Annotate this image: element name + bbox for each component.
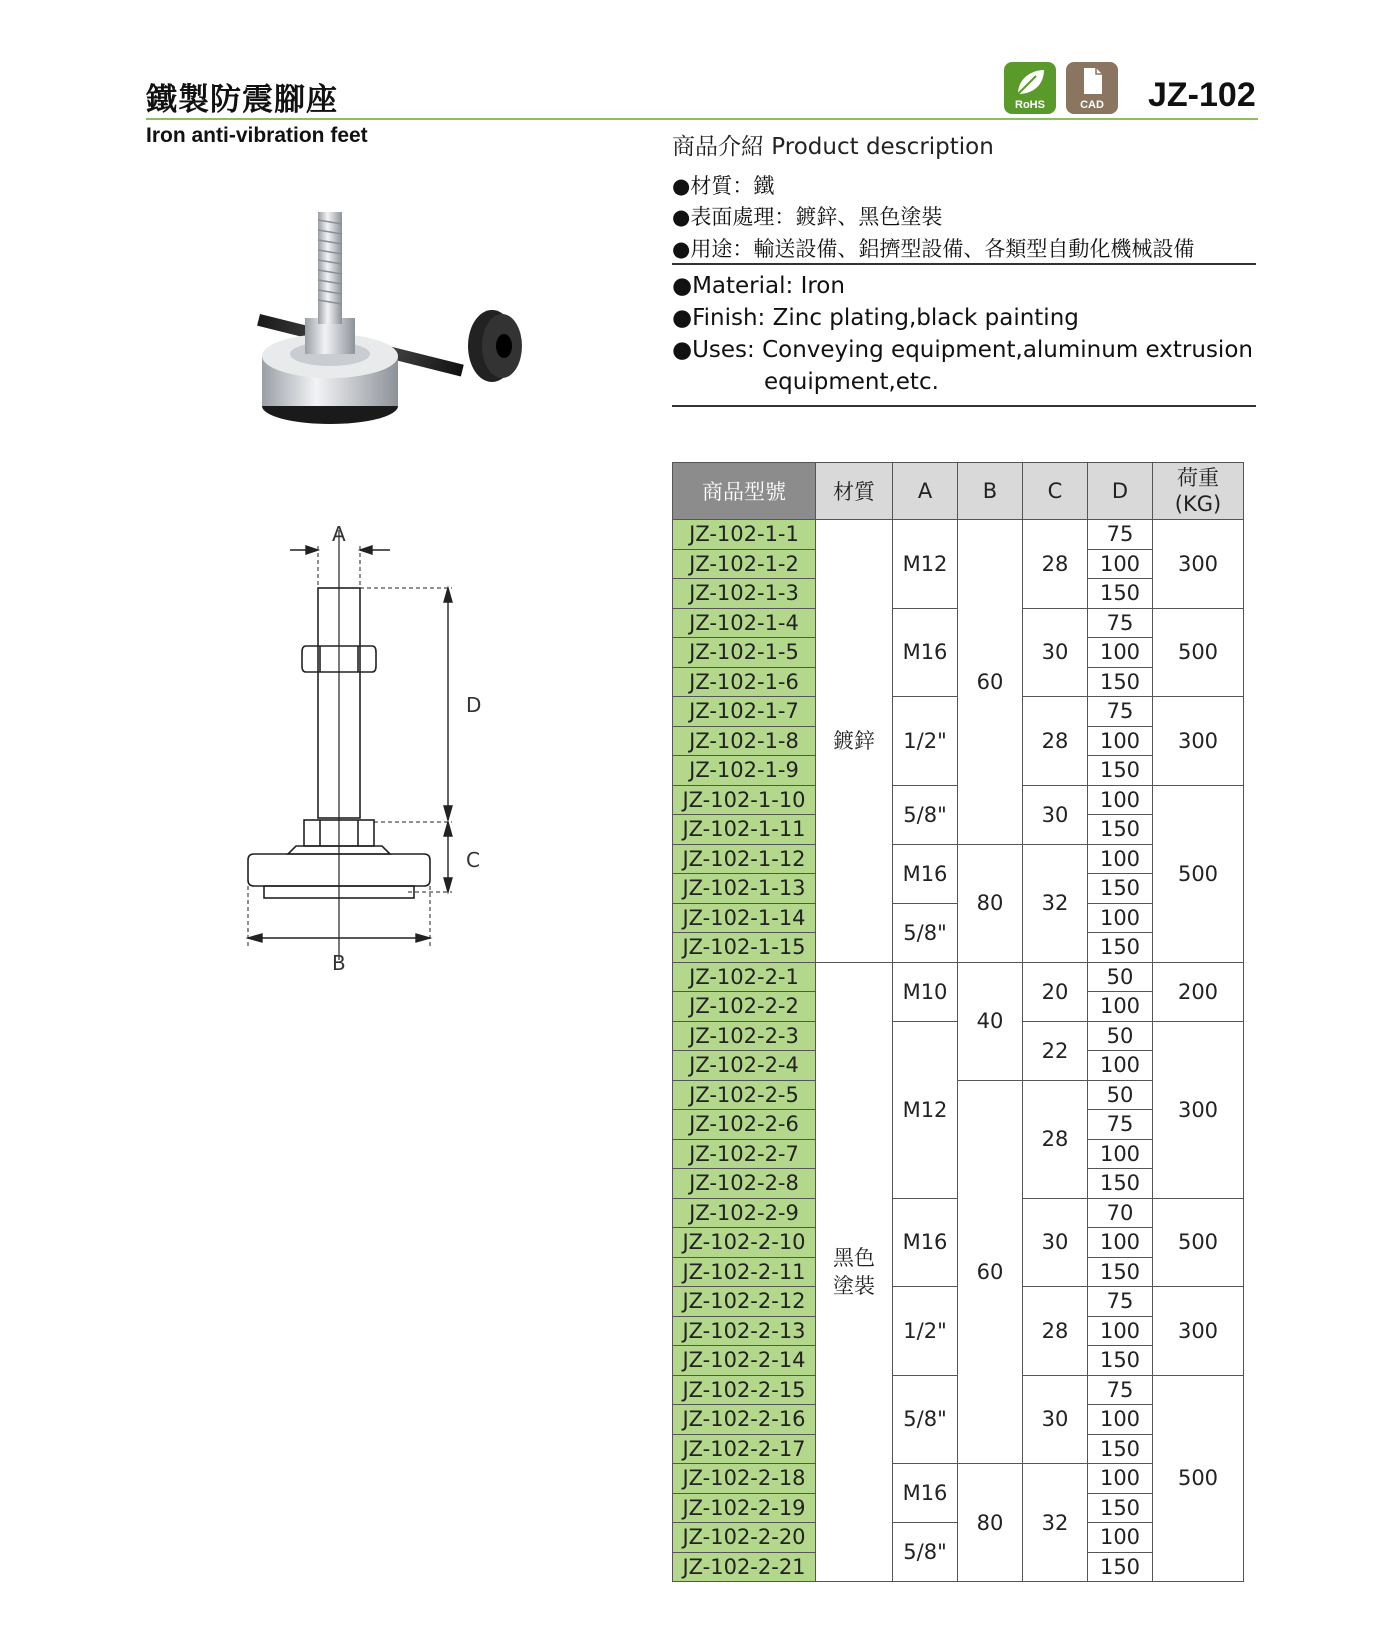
header-c: C — [1023, 463, 1088, 520]
material-cell: 黑色塗裝 — [816, 962, 893, 1582]
model-cell: JZ-102-1-15 — [673, 933, 816, 963]
d-cell: 75 — [1088, 1375, 1153, 1405]
model-cell: JZ-102-1-4 — [673, 608, 816, 638]
page-title: 鐵製防震腳座 — [146, 82, 338, 118]
model-cell: JZ-102-2-16 — [673, 1405, 816, 1435]
model-cell: JZ-102-2-3 — [673, 1021, 816, 1051]
header-load-unit: (KG) — [1174, 492, 1222, 516]
model-cell: JZ-102-1-7 — [673, 697, 816, 727]
d-cell: 100 — [1088, 1228, 1153, 1258]
page-subtitle: Iron anti-vibration feet — [146, 124, 368, 147]
d-cell: 150 — [1088, 815, 1153, 845]
header-b: B — [958, 463, 1023, 520]
a-cell: M16 — [893, 608, 958, 697]
table-row — [673, 520, 1244, 550]
d-cell: 150 — [1088, 667, 1153, 697]
c-cell: 30 — [1023, 608, 1088, 697]
c-cell: 32 — [1023, 844, 1088, 962]
divider — [672, 263, 1256, 265]
d-cell: 100 — [1088, 1405, 1153, 1435]
label-d: D — [466, 693, 482, 717]
model-cell: JZ-102-1-13 — [673, 874, 816, 904]
d-cell: 100 — [1088, 1051, 1153, 1081]
model-cell: JZ-102-2-18 — [673, 1464, 816, 1494]
label-c: C — [466, 848, 480, 872]
header-load — [1153, 463, 1244, 520]
model-cell: JZ-102-1-3 — [673, 579, 816, 609]
d-cell: 100 — [1088, 785, 1153, 815]
d-cell: 75 — [1088, 520, 1153, 550]
cad-badge — [1066, 62, 1118, 114]
model-cell: JZ-102-1-5 — [673, 638, 816, 668]
table-header-row — [673, 463, 1244, 520]
a-cell: M10 — [893, 962, 958, 1021]
rohs-label: RoHS — [1015, 99, 1045, 111]
d-cell: 150 — [1088, 933, 1153, 963]
a-cell: M16 — [893, 1464, 958, 1523]
d-cell: 150 — [1088, 579, 1153, 609]
d-cell: 150 — [1088, 756, 1153, 786]
c-cell: 28 — [1023, 697, 1088, 786]
label-a: A — [332, 522, 346, 546]
d-cell: 75 — [1088, 1110, 1153, 1140]
bullet-uses-en-cont: equipment,etc. — [764, 369, 939, 395]
model-cell: JZ-102-1-8 — [673, 726, 816, 756]
d-cell: 150 — [1088, 874, 1153, 904]
divider — [672, 405, 1256, 407]
d-cell: 75 — [1088, 697, 1153, 727]
bullet-finish-cn: ●表面處理：鍍鋅、黑色塗裝 — [672, 205, 943, 229]
load-cell: 500 — [1153, 1198, 1244, 1287]
c-cell: 30 — [1023, 785, 1088, 844]
model-cell: JZ-102-1-10 — [673, 785, 816, 815]
load-cell: 200 — [1153, 962, 1244, 1021]
bullet-finish-en: ●Finish: Zinc plating,black painting — [672, 305, 1079, 331]
b-cell: 80 — [958, 844, 1023, 962]
spec-table — [672, 462, 1244, 1582]
model-cell: JZ-102-1-2 — [673, 549, 816, 579]
c-cell: 20 — [1023, 962, 1088, 1021]
load-cell: 300 — [1153, 520, 1244, 609]
document-icon — [1066, 62, 1118, 102]
header-load-cn: 荷重 — [1177, 466, 1219, 490]
model-cell: JZ-102-2-11 — [673, 1257, 816, 1287]
model-cell: JZ-102-1-1 — [673, 520, 816, 550]
d-cell: 150 — [1088, 1434, 1153, 1464]
d-cell: 100 — [1088, 638, 1153, 668]
c-cell: 28 — [1023, 1287, 1088, 1376]
d-cell: 100 — [1088, 903, 1153, 933]
d-cell: 150 — [1088, 1257, 1153, 1287]
d-cell: 70 — [1088, 1198, 1153, 1228]
bullet-uses-cn: ●用途：輸送設備、鋁擠型設備、各類型自動化機械設備 — [672, 237, 1195, 261]
d-cell: 150 — [1088, 1493, 1153, 1523]
bullet-material-cn: ●材質：鐵 — [672, 174, 775, 198]
a-cell: M16 — [893, 844, 958, 903]
title-divider — [146, 118, 1258, 120]
load-cell: 300 — [1153, 1021, 1244, 1198]
d-cell: 100 — [1088, 1139, 1153, 1169]
model-cell: JZ-102-2-1 — [673, 962, 816, 992]
b-cell: 40 — [958, 962, 1023, 1080]
a-cell: M12 — [893, 520, 958, 609]
header-material: 材質 — [816, 463, 893, 520]
model-cell: JZ-102-2-12 — [673, 1287, 816, 1317]
b-cell: 80 — [958, 1464, 1023, 1582]
model-cell: JZ-102-2-20 — [673, 1523, 816, 1553]
label-b: B — [332, 951, 346, 975]
a-cell: M12 — [893, 1021, 958, 1198]
b-cell: 60 — [958, 520, 1023, 845]
d-cell: 50 — [1088, 1080, 1153, 1110]
load-cell: 300 — [1153, 697, 1244, 786]
model-cell: JZ-102-2-7 — [673, 1139, 816, 1169]
d-cell: 150 — [1088, 1552, 1153, 1582]
c-cell: 30 — [1023, 1198, 1088, 1287]
c-cell: 22 — [1023, 1021, 1088, 1080]
load-cell: 500 — [1153, 785, 1244, 962]
d-cell: 100 — [1088, 726, 1153, 756]
model-cell: JZ-102-2-19 — [673, 1493, 816, 1523]
model-cell: JZ-102-1-9 — [673, 756, 816, 786]
d-cell: 50 — [1088, 962, 1153, 992]
model-cell: JZ-102-2-4 — [673, 1051, 816, 1081]
d-cell: 100 — [1088, 1523, 1153, 1553]
d-cell: 75 — [1088, 1287, 1153, 1317]
model-cell: JZ-102-2-17 — [673, 1434, 816, 1464]
bullet-material-en: ●Material: Iron — [672, 273, 845, 299]
d-cell: 75 — [1088, 608, 1153, 638]
d-cell: 150 — [1088, 1346, 1153, 1376]
a-cell: 5/8" — [893, 1523, 958, 1582]
c-cell: 28 — [1023, 520, 1088, 609]
leaf-icon — [1004, 62, 1056, 102]
rohs-badge — [1004, 62, 1056, 114]
load-cell: 300 — [1153, 1287, 1244, 1376]
model-cell: JZ-102-2-14 — [673, 1346, 816, 1376]
table-row — [673, 962, 1244, 992]
model-cell: JZ-102-2-9 — [673, 1198, 816, 1228]
c-cell: 30 — [1023, 1375, 1088, 1464]
d-cell: 100 — [1088, 992, 1153, 1022]
d-cell: 100 — [1088, 844, 1153, 874]
model-cell: JZ-102-2-5 — [673, 1080, 816, 1110]
model-cell: JZ-102-1-11 — [673, 815, 816, 845]
a-cell: 5/8" — [893, 903, 958, 962]
d-cell: 50 — [1088, 1021, 1153, 1051]
model-cell: JZ-102-2-8 — [673, 1169, 816, 1199]
model-cell: JZ-102-2-21 — [673, 1552, 816, 1582]
model-cell: JZ-102-1-6 — [673, 667, 816, 697]
header-d: D — [1088, 463, 1153, 520]
model-cell: JZ-102-1-14 — [673, 903, 816, 933]
model-cell: JZ-102-2-2 — [673, 992, 816, 1022]
a-cell: 1/2" — [893, 1287, 958, 1376]
d-cell: 100 — [1088, 1464, 1153, 1494]
model-cell: JZ-102-2-13 — [673, 1316, 816, 1346]
model-cell: JZ-102-2-15 — [673, 1375, 816, 1405]
load-cell: 500 — [1153, 1375, 1244, 1582]
b-cell: 60 — [958, 1080, 1023, 1464]
d-cell: 150 — [1088, 1169, 1153, 1199]
c-cell: 32 — [1023, 1464, 1088, 1582]
header-a: A — [893, 463, 958, 520]
d-cell: 100 — [1088, 1316, 1153, 1346]
d-cell: 100 — [1088, 549, 1153, 579]
cad-label: CAD — [1080, 99, 1104, 111]
c-cell: 28 — [1023, 1080, 1088, 1198]
bullet-uses-en: ●Uses: Conveying equipment,aluminum extrusion — [672, 337, 1253, 363]
material-cell: 鍍鋅 — [816, 520, 893, 963]
description-heading: 商品介紹 Product description — [672, 134, 994, 160]
a-cell: M16 — [893, 1198, 958, 1287]
a-cell: 5/8" — [893, 1375, 958, 1464]
model-cell: JZ-102-1-12 — [673, 844, 816, 874]
dimension-drawing — [240, 520, 500, 980]
load-cell: 500 — [1153, 608, 1244, 697]
product-photo — [230, 206, 540, 436]
model-code: JZ-102 — [1148, 76, 1256, 114]
header-model: 商品型號 — [673, 463, 816, 520]
model-cell: JZ-102-2-10 — [673, 1228, 816, 1258]
a-cell: 1/2" — [893, 697, 958, 786]
model-cell: JZ-102-2-6 — [673, 1110, 816, 1140]
a-cell: 5/8" — [893, 785, 958, 844]
